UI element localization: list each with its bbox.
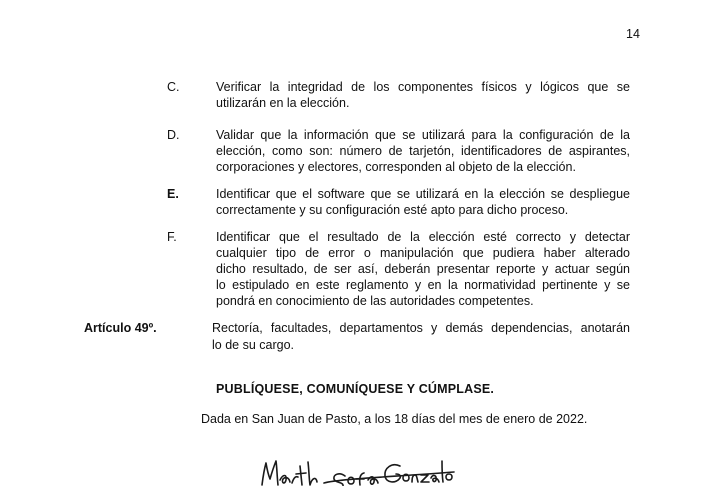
list-item-letter: C. xyxy=(167,80,180,94)
text-line: lo de su cargo. xyxy=(212,338,294,352)
signature-image xyxy=(240,452,460,486)
text-line: Identificar que el resultado de la elección esté correcto y detectar xyxy=(216,230,630,244)
list-item-text xyxy=(216,127,630,175)
text-line: Verificar la integridad de los componentes físicos y lógicos que se xyxy=(216,80,630,94)
article-label: Artículo 49º. xyxy=(84,321,157,335)
text-line: pondrá en conocimiento de las autoridades competentes. xyxy=(216,294,534,308)
list-item-text xyxy=(216,229,630,309)
closing-date-line: Dada en San Juan de Pasto, a los 18 días del mes de enero de 2022. xyxy=(201,412,588,426)
proclamation: PUBLÍQUESE, COMUNÍQUESE Y CÚMPLASE. xyxy=(216,382,495,396)
list-item-f xyxy=(167,229,637,311)
text-line: dicho resultado, de ser así, deberán presentar reporte y actuar según xyxy=(216,262,630,276)
text-line: utilizarán en la elección. xyxy=(216,96,350,110)
list-item-text xyxy=(216,79,630,111)
list-item-letter: E. xyxy=(167,187,179,201)
list-item-text xyxy=(216,186,630,218)
list-item-d xyxy=(167,127,637,177)
list-item-letter: F. xyxy=(167,230,177,244)
text-line: Validar que la información que se utilizará para la configuración de la xyxy=(216,128,630,142)
list-item-e xyxy=(167,186,637,220)
text-line: Rectoría, facultades, departamentos y demás dependencias, anotarán xyxy=(212,321,630,335)
text-line: elección, como son: número de tarjetón, identificadores de aspirantes, xyxy=(216,144,630,158)
list-item-c xyxy=(167,79,637,113)
text-line: cualquier tipo de error o manipulación que pudiera haber alterado xyxy=(216,246,630,260)
article-text xyxy=(212,320,630,354)
text-line: Identificar que el software que se utilizará en la elección se despliegue xyxy=(216,187,630,201)
page-number: 14 xyxy=(626,27,640,41)
text-line: correctamente y su configuración esté apto para dicho proceso. xyxy=(216,203,569,217)
list-item-letter: D. xyxy=(167,128,180,142)
text-line: corporaciones y electores, corresponden al objeto de la elección. xyxy=(216,160,576,174)
text-line: lo estipulado en este reglamento y en la normatividad pertinente y se xyxy=(216,278,630,292)
